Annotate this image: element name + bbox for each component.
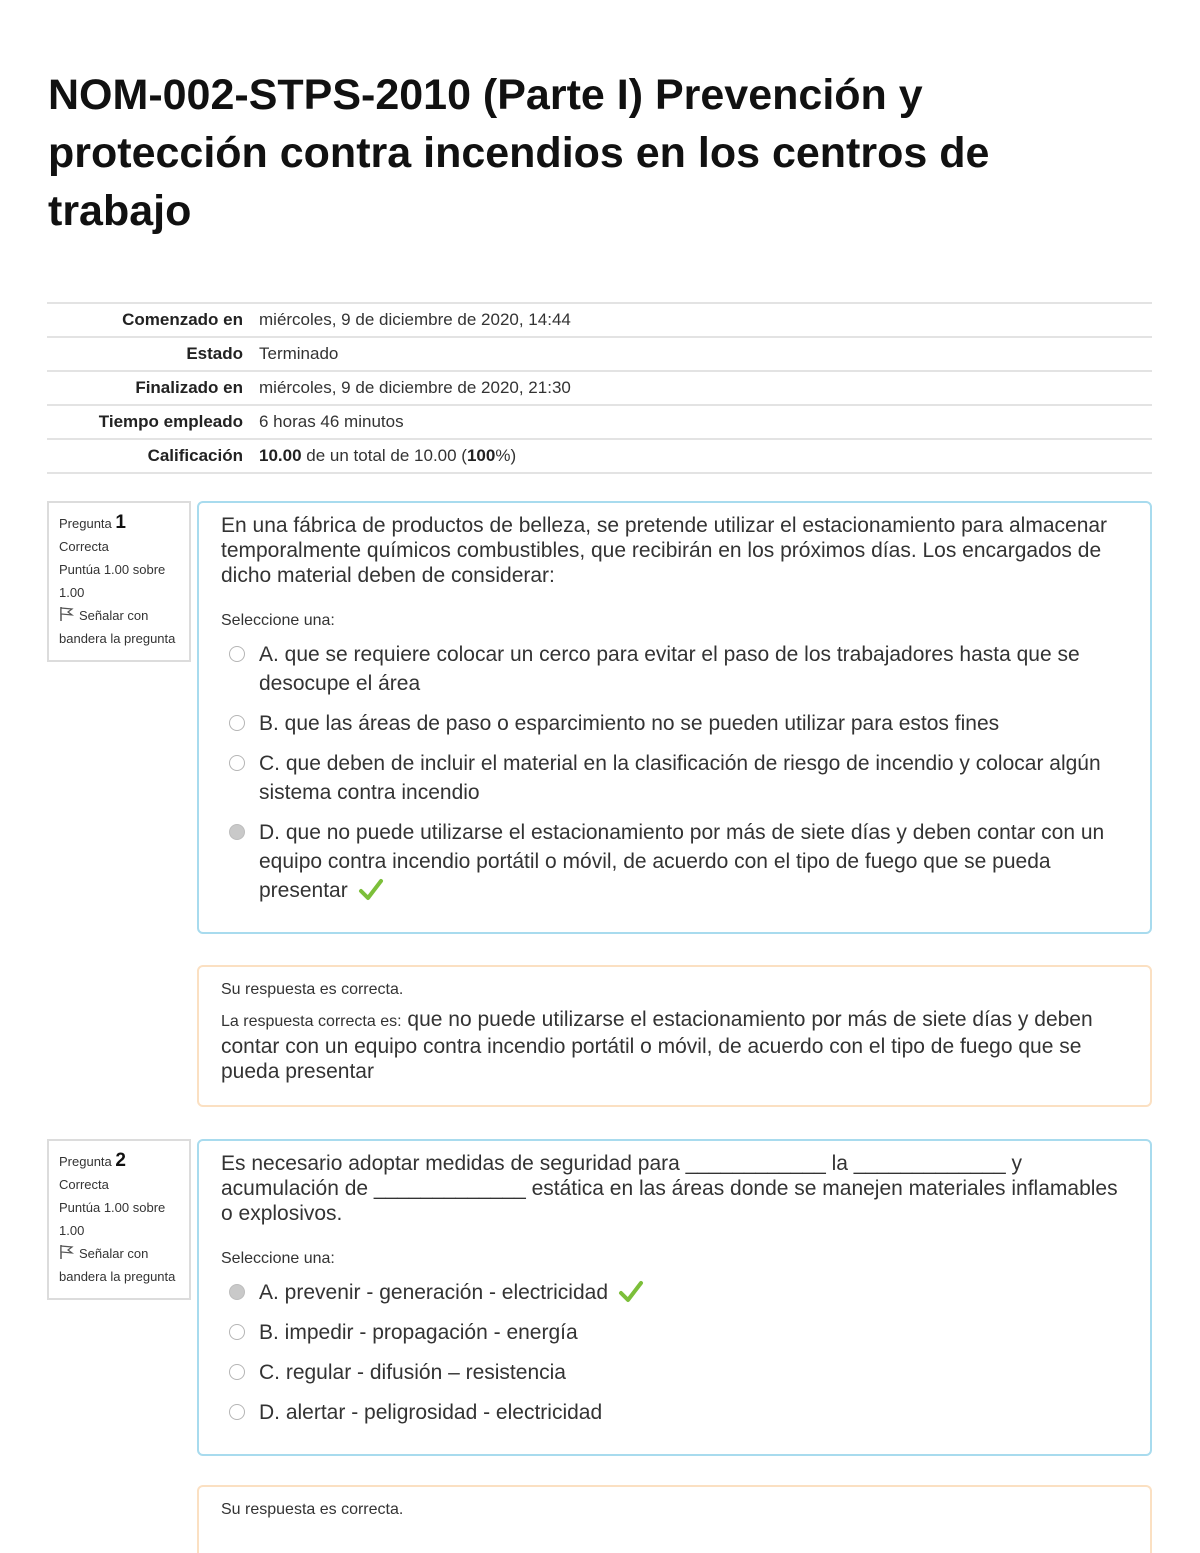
- summary-label: Comenzado en: [122, 310, 243, 329]
- page-title: NOM-002-STPS-2010 (Parte I) Prevención y protección contra incendios en los centros de trabajo: [48, 71, 990, 235]
- answer-option-b[interactable]: B. impedir - propagación - energía: [221, 1318, 1128, 1347]
- grade-text: de un total de 10.00 (: [306, 446, 467, 465]
- summary-value: [259, 439, 1152, 473]
- answer-option-a[interactable]: A. que se requiere colocar un cerco para evitar el paso de los trabajadores hasta que se desocupe el área: [221, 640, 1128, 698]
- flag-icon: [59, 1244, 75, 1260]
- summary-row-finished: [47, 371, 1152, 405]
- summary-value: miércoles, 9 de diciembre de 2020, 14:44: [259, 310, 571, 329]
- radio-button[interactable]: [229, 1404, 245, 1420]
- summary-value: Terminado: [259, 344, 339, 363]
- answer-option-d[interactable]: D. alertar - peligrosidad - electricidad: [221, 1398, 1128, 1427]
- question-state: Correcta: [59, 539, 109, 554]
- answer-option-b[interactable]: B. que las áreas de paso o esparcimiento no se pueden utilizar para estos fines: [221, 709, 1128, 738]
- summary-row-time: [47, 405, 1152, 439]
- flag-icon: [59, 606, 75, 622]
- feedback-status: Su respuesta es correcta.: [221, 1501, 404, 1518]
- answer-prompt: Seleccione una:: [221, 1250, 335, 1267]
- radio-button[interactable]: [229, 1364, 245, 1380]
- grade-percent: 100: [466, 446, 496, 465]
- question-text: Es necesario adoptar medidas de seguridad para ____________ la _____________ y acumulación de _____________ estática en las áreas donde se manejen materiales inflamables o explosivos.: [221, 1152, 1118, 1225]
- answer-option-a[interactable]: A. prevenir - generación - electricidad: [221, 1278, 1128, 1307]
- flag-question-link[interactable]: Señalar con bandera la pregunta: [59, 1246, 176, 1284]
- question-number: Pregunta 1: [59, 512, 126, 533]
- question-formulation-1: [197, 501, 1152, 934]
- right-answer: La respuesta correcta es: que no puede utilizarse el estacionamiento por más de siete días y deben contar con un equipo contra incendio portátil o móvil, de acuerdo con el tipo de fuego que se pueda presentar: [221, 1008, 1093, 1083]
- correct-check-icon: [358, 877, 384, 903]
- answer-option-c[interactable]: C. regular - difusión – resistencia: [221, 1358, 1128, 1387]
- summary-value: 6 horas 46 minutos: [259, 412, 404, 431]
- summary-row-grade: [47, 439, 1152, 473]
- attempt-summary: [47, 302, 1152, 474]
- answer-option-c[interactable]: C. que deben de incluir el material en la clasificación de riesgo de incendio y colocar algún sistema contra incendio: [221, 749, 1128, 807]
- summary-label: Tiempo empleado: [98, 412, 243, 431]
- answer-option-d[interactable]: D. que no puede utilizarse el estacionamiento por más de siete días y deben contar con un equipo contra incendio portátil o móvil, de acuerdo con el tipo de fuego que se pueda presentar: [221, 818, 1128, 905]
- radio-button[interactable]: [229, 715, 245, 731]
- question-info-1: [47, 501, 191, 662]
- question-grade: Puntúa 1.00 sobre 1.00: [59, 562, 166, 600]
- question-state: Correcta: [59, 1177, 109, 1192]
- feedback-box-1: [197, 965, 1152, 1107]
- radio-button[interactable]: [229, 1324, 245, 1340]
- question-formulation-2: [197, 1139, 1152, 1456]
- radio-button[interactable]: [229, 755, 245, 771]
- grade-text-end: %): [495, 446, 517, 465]
- feedback-status: Su respuesta es correcta.: [221, 981, 404, 998]
- question-info-2: [47, 1139, 191, 1300]
- summary-row-started: [47, 303, 1152, 337]
- summary-value: miércoles, 9 de diciembre de 2020, 21:30: [259, 378, 571, 397]
- radio-button-selected[interactable]: [229, 824, 245, 840]
- radio-button[interactable]: [229, 646, 245, 662]
- question-number: Pregunta 2: [59, 1150, 126, 1171]
- summary-label: Finalizado en: [135, 378, 243, 397]
- question-grade: Puntúa 1.00 sobre 1.00: [59, 1200, 166, 1238]
- summary-label: Calificación: [147, 446, 243, 465]
- summary-label: Estado: [186, 344, 243, 363]
- radio-button-selected[interactable]: [229, 1284, 245, 1300]
- question-text: En una fábrica de productos de belleza, se pretende utilizar el estacionamiento para almacenar temporalmente químicos combustibles, que recibirán en los próximos días. Los encargados de dicho material deben de considerar:: [221, 514, 1108, 587]
- feedback-box-2: [197, 1485, 1152, 1553]
- correct-check-icon: [618, 1279, 644, 1305]
- answer-prompt: Seleccione una:: [221, 612, 335, 629]
- summary-row-state: [47, 337, 1152, 371]
- flag-question-link[interactable]: Señalar con bandera la pregunta: [59, 608, 176, 646]
- grade-score: 10.00: [259, 446, 302, 465]
